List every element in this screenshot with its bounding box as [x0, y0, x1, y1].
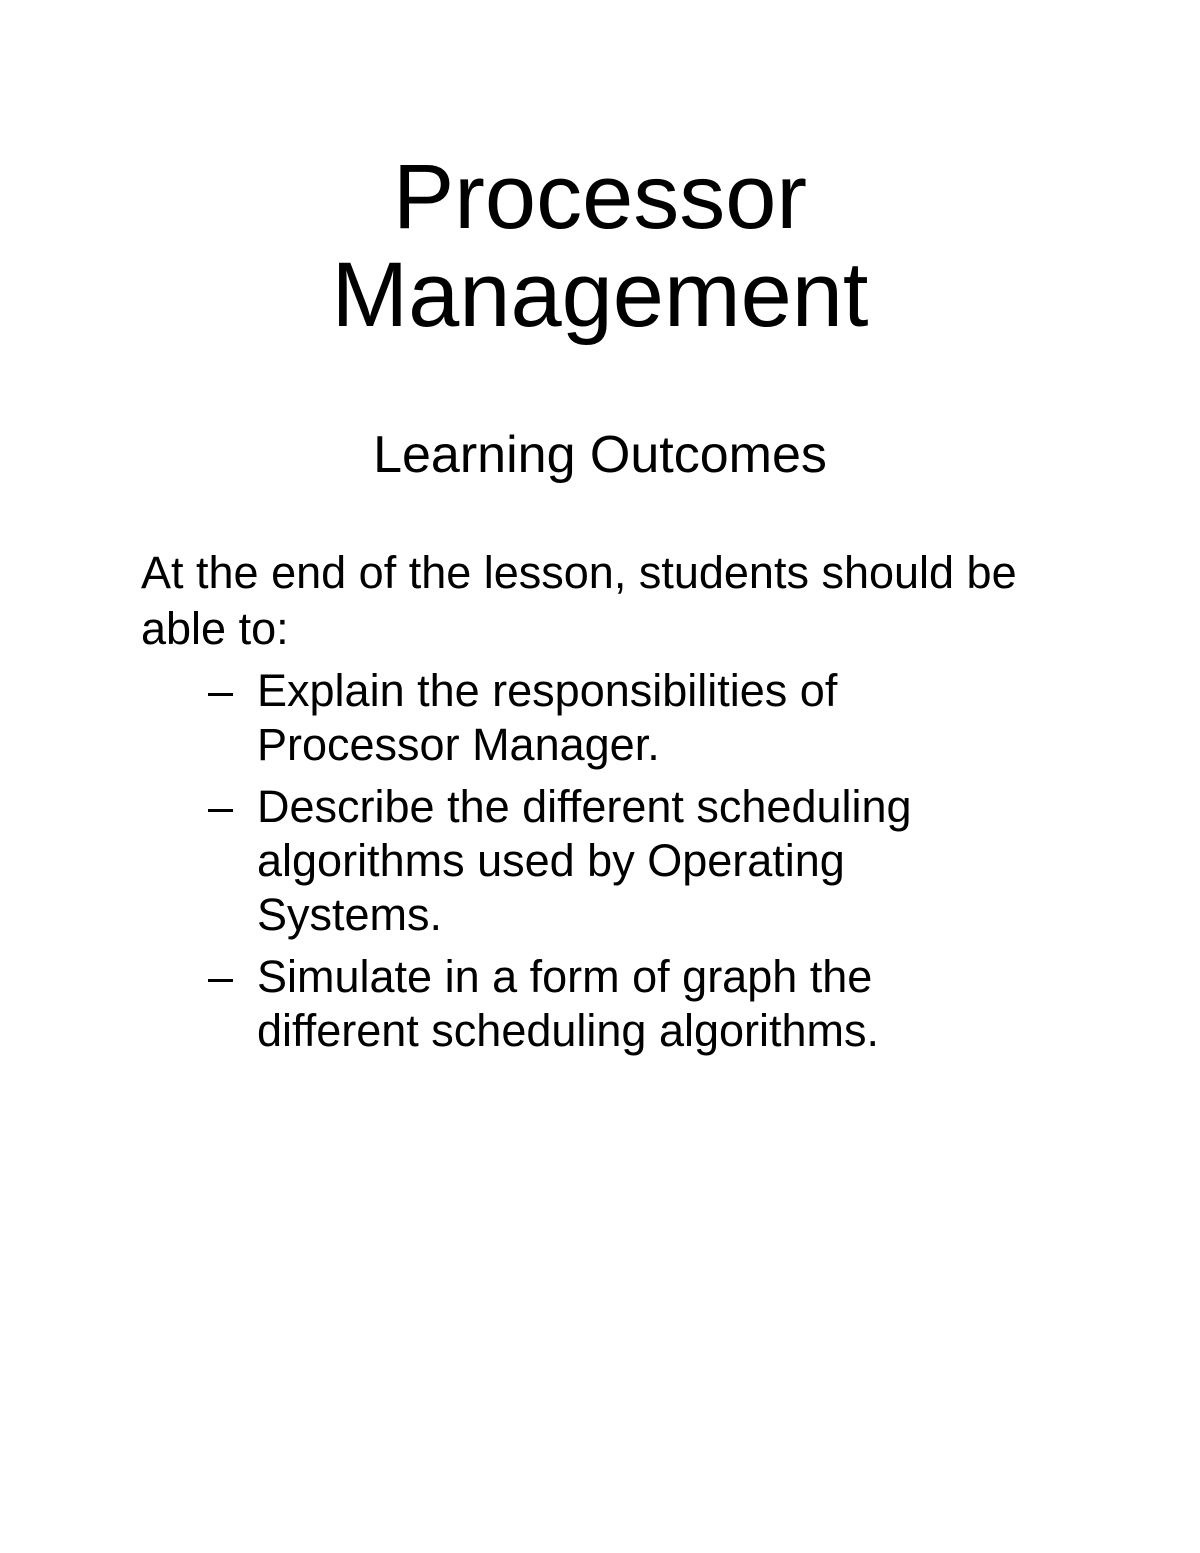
dash-bullet-icon: –: [208, 781, 234, 832]
list-item: [200, 664, 960, 772]
page-title-line-1: Processor: [392, 146, 808, 248]
dash-bullet-icon: –: [208, 951, 234, 1002]
intro-text: At the end of the lesson, students should be able to:: [141, 547, 1017, 654]
page-title-line-2: Management: [331, 244, 869, 346]
section-heading: Learning Outcomes: [373, 426, 827, 484]
outcome-text: Simulate in a form of graph the different scheduling algorithms.: [257, 951, 880, 1056]
outcome-text: Describe the different scheduling algorithms used by Operating Systems.: [257, 781, 912, 940]
outcome-text: Explain the responsibilities of Processor Manager.: [257, 665, 838, 770]
list-item: [200, 780, 960, 942]
learning-outcomes-list: [200, 664, 960, 1066]
dash-bullet-icon: –: [208, 665, 234, 716]
page-title: [0, 148, 1200, 344]
list-item: [200, 950, 960, 1058]
